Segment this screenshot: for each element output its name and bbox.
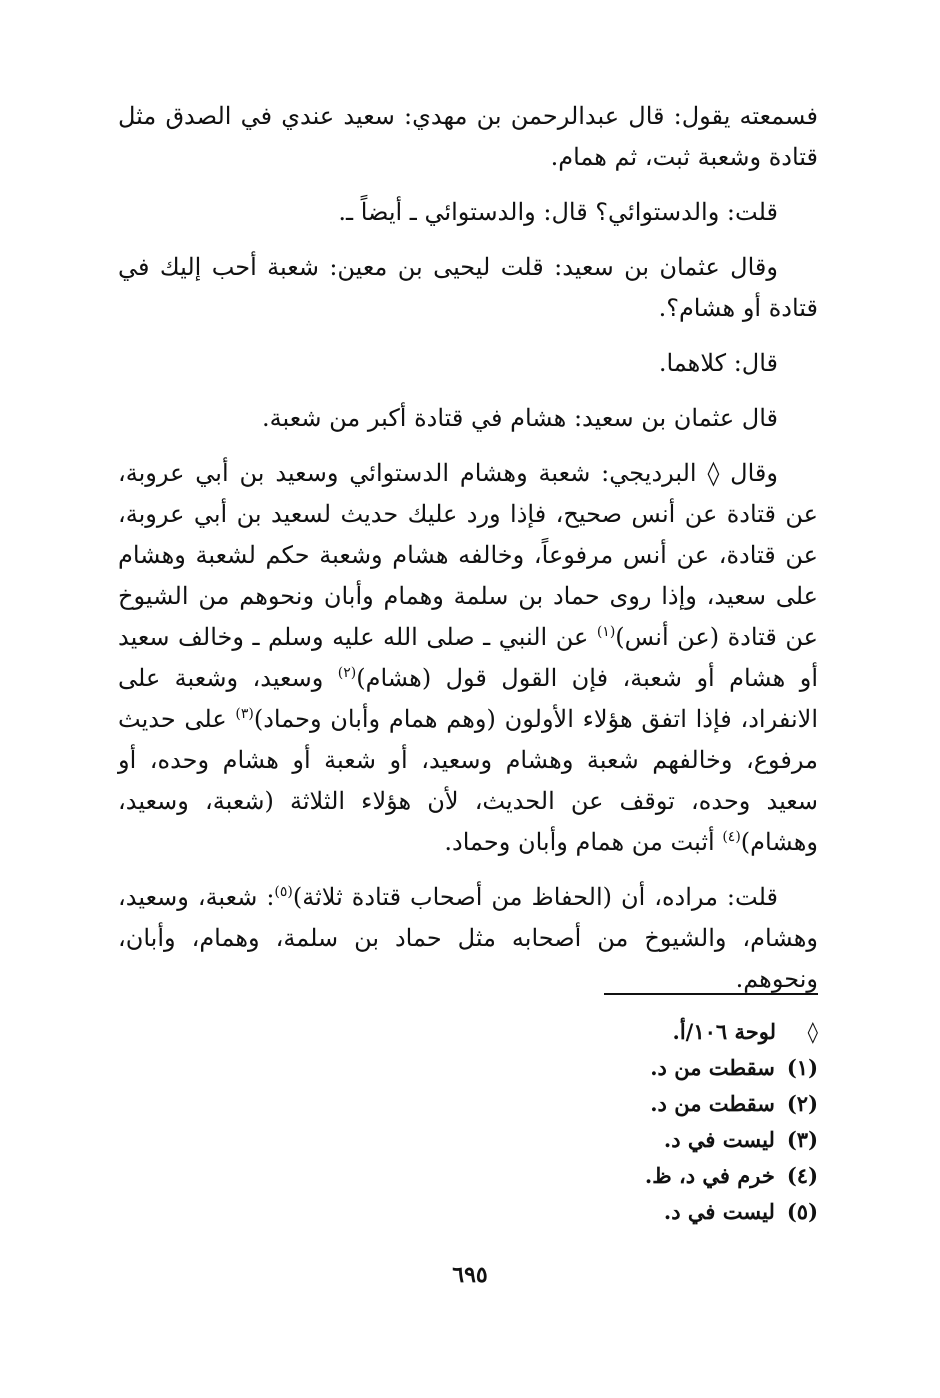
text-segment: فسمعته يقول: قال عبدالرحمن بن مهدي: سعيد عندي في الصدق مثل قتادة وشعبة ثبت، ثم همام. [118,102,818,171]
text-segment: وسعيد، وشعبة على الانفراد، فإذا اتفق هؤلاء الأولون (وهم همام وأبان وحماد) [118,664,818,733]
footnote-text: خرم في د، ظ. [644,1163,775,1188]
main-text [118,96,818,1014]
footnote-marker: ◊ [807,1019,818,1044]
footnote [418,1194,818,1230]
footnote [418,1050,818,1086]
footnote-ref[interactable]: (١) [596,624,616,640]
text-segment: عن النبي ـ صلى الله عليه وسلم ـ وخالف سعيد أو هشام أو شعبة، فإن القول قول (هشام) [118,623,819,692]
footnote-ref[interactable]: (٤) [722,829,741,845]
footnote [418,1122,818,1158]
text-segment: وقال عثمان بن سعيد: قلت ليحيى بن معين: شعبة أحب إليك في قتادة أو هشام؟. [118,253,818,322]
paragraph [118,343,818,384]
footnote-ref[interactable]: (٢) [337,665,357,681]
paragraph [118,96,818,178]
footnote-divider [604,993,818,995]
footnote [418,1158,818,1194]
text-segment: أثبت من همام وأبان وحماد. [444,828,723,856]
footnote-marker: (٣) [786,1127,818,1152]
paragraph [118,877,818,1000]
text-segment: قلت: مراده، أن (الحفاظ من أصحاب قتادة ثلاثة) [292,883,779,911]
text-segment: على حديث مرفوع، وخالفهم شعبة وهشام وسعيد، أو شعبة أو هشام وحده، أو سعيد وحده، توقف عن الحديث، لأن هؤلاء الثلاثة (شعبة، وسعيد، وهشام) [118,705,818,856]
text-segment: قلت: والدستوائي؟ قال: والدستوائي ـ أيضاً ـ. [338,198,778,226]
page-number: ٦٩٥ [452,1262,488,1288]
footnote [418,1014,818,1050]
text-segment: وقال ◊ البرديجي: شعبة وهشام الدستوائي وسعيد بن أبي عروبة، عن قتادة عن أنس صحيح، فإذا ورد عليك حديث لسعيد بن أبي عروبة، عن قتادة، عن أنس مرفوعاً، وخالفه هشام وشعبة حكم لشعبة وهشام على سعيد، وإذا روى حماد بن سلمة وهمام وأبان ونحوهم من الشيوخ عن قتادة (عن أنس) [118,459,818,651]
footnote-text: سقطت من د. [650,1091,775,1116]
footnote-marker: (٢) [786,1091,818,1116]
footnote-text: ليست في د. [663,1199,775,1224]
text-segment: : شعبة، وسعيد، وهشام، والشيوخ من أصحابه مثل حماد بن سلمة، وهمام، وأبان، ونحوهم. [118,883,818,993]
footnotes [418,1014,818,1230]
footnote-text: ليست في د. [663,1127,775,1152]
footnote-ref[interactable]: (٣) [235,706,254,722]
paragraph [118,247,818,329]
paragraph [118,192,818,233]
footnote-marker: (٤) [786,1163,818,1188]
footnote-text: سقطت من د. [650,1055,775,1080]
footnote [418,1086,818,1122]
text-segment: قال: كلاهما. [658,349,778,377]
paragraph [118,398,818,439]
footnote-text: لوحة ١٠٦/أ. [672,1019,776,1044]
text-segment: قال عثمان بن سعيد: هشام في قتادة أكبر من شعبة. [262,404,778,432]
footnote-marker: (٥) [786,1199,818,1224]
paragraph [118,453,818,863]
footnote-ref[interactable]: (٥) [274,884,293,900]
footnote-marker: (١) [786,1055,818,1080]
